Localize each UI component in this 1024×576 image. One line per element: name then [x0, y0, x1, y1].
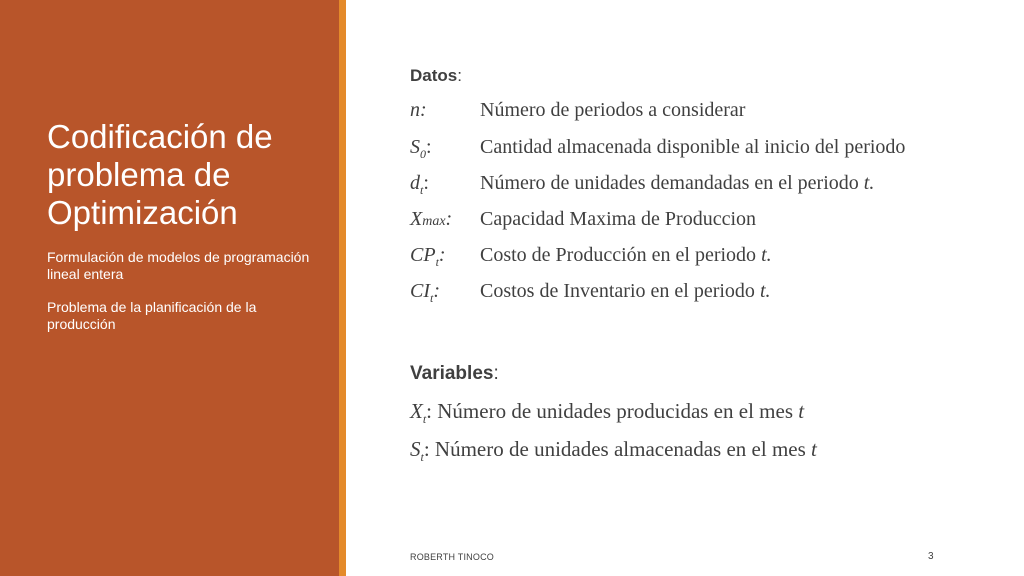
datos-definition: Costos de Inventario en el periodo t. — [480, 280, 771, 302]
datos-symbol: $d_t$: — [410, 172, 429, 197]
variables-heading: Variables: — [410, 363, 499, 384]
datos-definition: Capacidad Maxima de Produccion — [480, 208, 757, 230]
datos-row — [410, 244, 990, 272]
datos-symbol: n: — [410, 99, 427, 121]
title-panel — [0, 0, 339, 576]
variable-row: $X_t$: Número de unidades producidas en el mes t — [410, 399, 805, 427]
datos-definition: Número de periodos a considerar — [480, 99, 746, 121]
datos-row — [410, 172, 990, 200]
footer-author: ROBERTH TINOCO — [410, 552, 494, 562]
variable-row: $S_t$: Número de unidades almacenadas en el mes t — [410, 437, 817, 465]
datos-row — [410, 208, 990, 236]
datos-heading: Datos: — [410, 66, 462, 85]
datos-definition: Costo de Producción en el periodo t. — [480, 244, 772, 266]
datos-symbol: Xmax: — [410, 208, 453, 230]
slide-title: Codificación de problema de Optimización — [47, 118, 273, 231]
subtitle-problem: Problema de la planificación de la producción — [47, 299, 257, 332]
page-number: 3 — [928, 551, 934, 562]
datos-row — [410, 280, 990, 308]
datos-symbol: $CP_t$: — [410, 244, 446, 269]
accent-stripe — [339, 0, 346, 576]
datos-symbol: $S_0$: — [410, 136, 432, 161]
datos-symbol: $CI_t$: — [410, 280, 441, 305]
datos-row — [410, 136, 990, 164]
datos-definition: Número de unidades demandadas en el periodo t. — [480, 172, 875, 194]
datos-definition: Cantidad almacenada disponible al inicio del periodo — [480, 136, 906, 158]
datos-row — [410, 99, 990, 127]
subtitle-formulation: Formulación de modelos de programación lineal entera — [47, 249, 310, 282]
